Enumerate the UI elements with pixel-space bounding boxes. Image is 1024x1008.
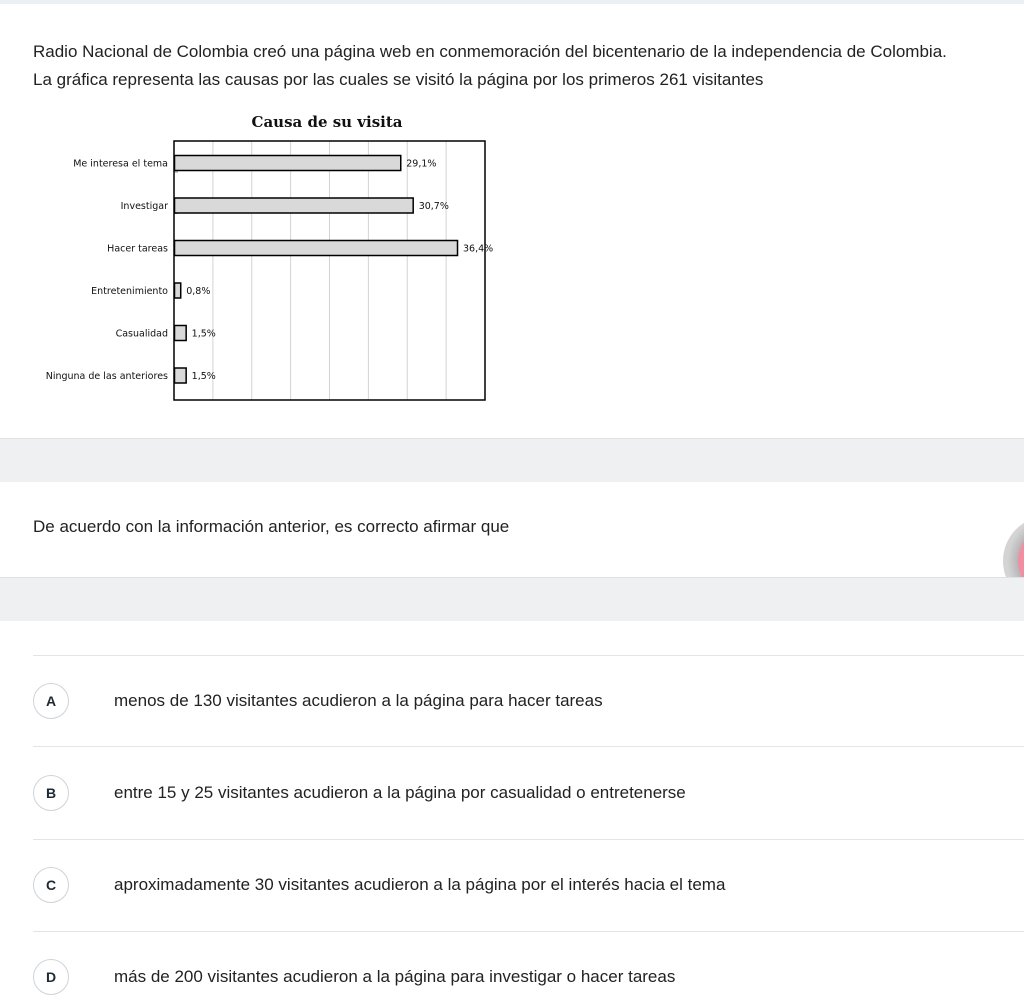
- question-text: De acuerdo con la información anterior, es correcto afirmar que: [33, 517, 510, 536]
- intro-line-2: La gráfica representa las causas por las cuales se visitó la página por los primeros 261 visitantes: [33, 70, 764, 89]
- chart-bar: [175, 241, 458, 256]
- chart-value-label: 36,4%: [463, 243, 494, 255]
- option-b-text: entre 15 y 25 visitantes acudieron a la página por casualidad o entretenerse: [114, 783, 686, 802]
- chart-category-label: Me interesa el tema: [73, 158, 168, 170]
- option-c-text: aproximadamente 30 visitantes acudieron a la página por el interés hacia el tema: [114, 875, 726, 894]
- option-d-text: más de 200 visitantes acudieron a la página para investigar o hacer tareas: [114, 967, 676, 986]
- option-d[interactable]: [33, 957, 1024, 997]
- top-border: [0, 0, 1024, 4]
- intro-text: [33, 38, 1023, 94]
- chart-bar: [175, 198, 414, 213]
- option-divider: [33, 655, 1024, 656]
- chart-category-label: Hacer tareas: [107, 243, 168, 255]
- separator-band: [0, 439, 1024, 482]
- option-d-letter[interactable]: D: [33, 959, 69, 995]
- chart-category-label: Entretenimiento: [91, 286, 168, 297]
- chart-grid: [174, 141, 446, 400]
- option-a[interactable]: [33, 681, 1024, 721]
- intro-line-1: Radio Nacional de Colombia creó una página web en conmemoración del bicentenario de la independencia de Colombia.: [33, 42, 947, 61]
- bar-chart: [30, 108, 500, 408]
- option-divider: [33, 839, 1024, 840]
- option-b[interactable]: [33, 773, 1024, 813]
- separator-band: [0, 578, 1024, 621]
- chart-value-label: 0,8%: [186, 286, 211, 297]
- chart-svg: [30, 108, 500, 408]
- chart-value-label: 29,1%: [406, 158, 437, 170]
- option-a-letter[interactable]: A: [33, 683, 69, 719]
- chart-bar: [175, 283, 181, 298]
- chart-category-label: Investigar: [120, 201, 168, 212]
- chart-title: Causa de su visita: [251, 113, 403, 131]
- chart-bar: [175, 156, 401, 171]
- chart-category-label: Ninguna de las anteriores: [45, 371, 168, 382]
- option-b-letter[interactable]: B: [33, 775, 69, 811]
- option-divider: [33, 746, 1024, 747]
- chart-bars: [46, 156, 493, 384]
- chart-value-label: 30,7%: [418, 201, 449, 212]
- chart-category-label: Casualidad: [115, 328, 168, 340]
- option-divider: [33, 931, 1024, 932]
- chart-value-label: 1,5%: [191, 371, 216, 382]
- option-c-letter[interactable]: C: [33, 867, 69, 903]
- chart-value-label: 1,5%: [191, 328, 216, 340]
- chart-bar: [175, 326, 187, 341]
- option-a-text: menos de 130 visitantes acudieron a la página para hacer tareas: [114, 691, 603, 710]
- chart-bar: [175, 368, 187, 383]
- option-c[interactable]: [33, 865, 1024, 905]
